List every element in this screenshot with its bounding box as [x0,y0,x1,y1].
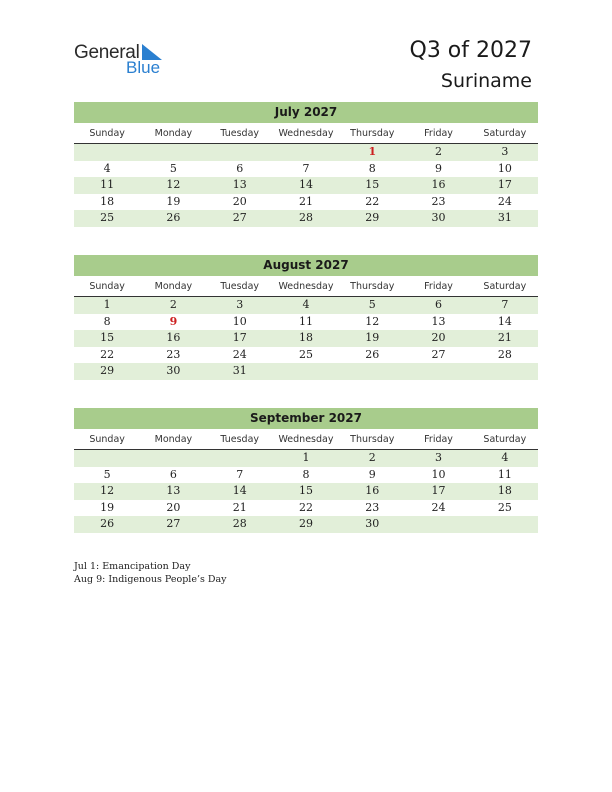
day-cell [472,363,538,380]
weekday-label: Thursday [350,128,395,139]
day-cell [273,363,339,380]
day-cell: 13 [431,314,446,328]
week-row [74,161,538,178]
day-cell: 11 [100,178,115,191]
week-row [74,500,538,517]
weekday-label: Sunday [89,281,125,292]
day-cell [140,144,206,161]
day-cell: 19 [166,194,181,208]
day-cell: 14 [298,178,313,191]
day-cell: 20 [232,194,247,208]
day-cell: 24 [232,347,247,361]
day-cell: 7 [302,161,310,175]
day-cell: 21 [232,500,247,514]
day-cell: 15 [365,178,380,191]
month-calendar [74,102,538,227]
day-cell: 18 [298,331,313,344]
day-cell: 19 [100,500,115,514]
day-cell: 12 [100,484,115,497]
week-row [74,483,538,500]
day-cell: 2 [169,298,177,311]
day-cell [472,516,538,533]
day-cell: 22 [365,194,380,208]
day-cell: 18 [100,194,115,208]
day-cell: 28 [232,517,247,530]
weekday-header-row [74,278,538,297]
day-cell: 10 [497,161,512,175]
day-cell: 3 [501,145,509,158]
week-row [74,297,538,314]
month-header: July 2027 [74,102,538,123]
weekday-label: Sunday [89,128,125,139]
week-row [74,467,538,484]
day-cell: 17 [232,331,247,344]
day-cell: 3 [435,451,443,464]
weekday-header-row [74,125,538,144]
day-cell: 17 [431,484,446,497]
day-cell: 21 [497,331,512,344]
country-name: Suriname [440,70,532,92]
day-cell: 2 [435,145,443,158]
logo-word-general: General [74,42,140,63]
day-cell: 6 [435,298,443,311]
day-cell: 31 [232,364,247,377]
weekday-label: Friday [424,128,453,139]
weekday-label: Saturday [483,434,527,445]
day-cell: 30 [431,211,446,224]
day-cell: 5 [368,298,376,311]
day-cell: 4 [302,298,310,311]
day-cell: 1 [302,451,310,464]
day-cell: 19 [365,331,380,344]
day-cell: 5 [169,161,177,175]
day-cell: 30 [365,517,380,530]
day-cell: 25 [497,500,512,514]
day-cell: 15 [100,331,115,344]
week-row [74,516,538,533]
day-cell: 23 [365,500,380,514]
day-cell: 26 [166,211,181,224]
day-cell: 24 [431,500,446,514]
holiday-day-cell: 9 [169,314,178,328]
week-row [74,177,538,194]
day-cell: 10 [431,467,446,481]
month-calendar [74,255,538,380]
day-cell: 29 [100,364,115,377]
day-cell: 27 [431,347,446,361]
day-cell [405,516,471,533]
day-cell: 29 [298,517,313,530]
day-cell: 20 [166,500,181,514]
week-row [74,194,538,211]
day-cell: 16 [431,178,446,191]
day-cell: 9 [368,467,376,481]
day-cell: 28 [298,211,313,224]
day-cell: 7 [236,467,244,481]
weekday-label: Wednesday [278,281,334,292]
day-cell: 18 [497,484,512,497]
generalblue-logo [74,42,184,78]
day-cell: 4 [501,451,509,464]
weekday-label: Thursday [350,281,395,292]
day-cell: 27 [166,517,181,530]
day-cell [140,450,206,467]
day-cell: 8 [103,314,111,328]
day-cell: 1 [103,298,111,311]
day-cell: 26 [100,517,115,530]
day-cell: 6 [236,161,244,175]
day-cell: 25 [100,211,115,224]
day-cell [207,450,273,467]
day-cell: 13 [166,484,181,497]
month-calendar [74,408,538,533]
day-cell [74,450,140,467]
day-cell [207,144,273,161]
day-cell: 22 [100,347,115,361]
day-cell: 26 [365,347,380,361]
week-row [74,144,538,161]
day-cell: 8 [368,161,376,175]
day-cell: 14 [232,484,247,497]
day-cell [405,363,471,380]
day-cell: 24 [497,194,512,208]
weekday-label: Tuesday [220,128,260,139]
holiday-note: Jul 1: Emancipation Day [74,561,191,572]
day-cell: 16 [166,331,181,344]
day-cell: 25 [298,347,313,361]
weekday-label: Wednesday [278,434,334,445]
day-cell: 11 [298,314,313,328]
day-cell: 13 [232,178,247,191]
week-row [74,330,538,347]
weekday-label: Wednesday [278,128,334,139]
day-cell: 7 [501,298,509,311]
weekday-label: Monday [154,434,193,445]
holiday-notes [74,560,227,586]
logo-word-blue: Blue [126,58,161,77]
day-cell: 28 [497,347,512,361]
day-cell: 15 [298,484,313,497]
day-cell: 9 [435,161,443,175]
day-cell [339,363,405,380]
weekday-label: Tuesday [220,281,260,292]
day-cell: 2 [368,451,376,464]
weekday-label: Saturday [483,281,527,292]
day-cell: 22 [298,500,313,514]
weekday-label: Monday [154,281,193,292]
day-cell: 23 [166,347,181,361]
month-header: August 2027 [74,255,538,276]
day-cell: 30 [166,364,181,377]
day-cell [273,144,339,161]
day-cell: 20 [431,331,446,344]
weekday-header-row [74,431,538,450]
day-cell: 21 [298,194,313,208]
day-cell: 16 [365,484,380,497]
day-cell: 5 [103,467,111,481]
day-cell: 17 [497,178,512,191]
day-cell: 12 [365,314,380,328]
week-row [74,450,538,467]
day-cell: 11 [497,467,512,481]
day-cell: 29 [365,211,380,224]
day-cell: 14 [497,314,512,328]
day-cell: 3 [236,298,244,311]
holiday-note: Aug 9: Indigenous People’s Day [74,574,227,585]
week-row [74,347,538,364]
week-row [74,363,538,380]
day-cell: 8 [302,467,310,481]
weekday-label: Saturday [483,128,527,139]
day-cell: 27 [232,211,247,224]
day-cell: 6 [169,467,177,481]
week-row [74,314,538,331]
week-row [74,210,538,227]
weekday-label: Friday [424,434,453,445]
day-cell: 10 [232,314,247,328]
weekday-label: Sunday [89,434,125,445]
day-cell: 4 [103,161,111,175]
holiday-day-cell: 1 [368,145,377,158]
day-cell: 23 [431,194,446,208]
day-cell: 31 [497,211,512,224]
weekday-label: Monday [154,128,193,139]
page-title: Q3 of 2027 [409,38,532,63]
weekday-label: Tuesday [220,434,260,445]
weekday-label: Thursday [350,434,395,445]
day-cell [74,144,140,161]
month-header: September 2027 [74,408,538,429]
weekday-label: Friday [424,281,453,292]
day-cell: 12 [166,178,181,191]
